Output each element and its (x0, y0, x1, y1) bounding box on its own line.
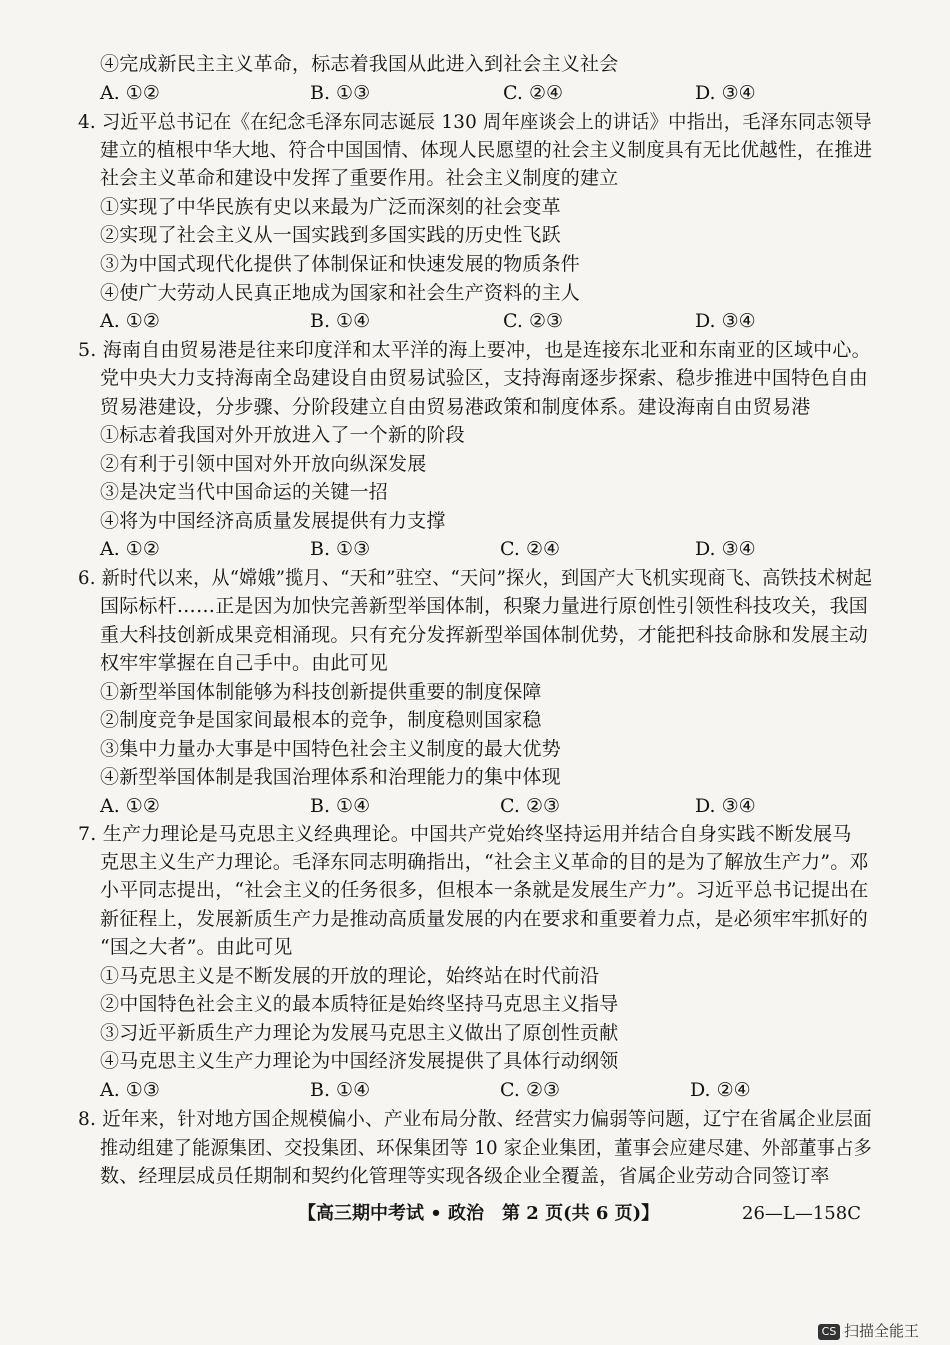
q4-option-d: D. ③④ (695, 310, 756, 332)
q6-item-1: ①新型举国体制能够为科技创新提供重要的制度保障 (100, 681, 542, 703)
q7-stem-line-5: “国之大者”。由此可见 (100, 936, 293, 958)
q6-stem-line-1: 6. 新时代以来，从“嫦娥”揽月、“天和”驻空、“天问”探火，到国产大飞机实现商飞、高铁技术树起 (78, 567, 873, 589)
q8-stem-line-3: 数、经理层成员任期制和契约化管理等实现各级企业全覆盖，省属企业劳动合同签订率 (100, 1165, 830, 1187)
q6-stem-line-2: 国际标杆……正是因为加快完善新型举国体制，积聚力量进行原创性引领性科技攻关，我国 (100, 595, 869, 617)
q7-option-c: C. ②③ (500, 1079, 561, 1101)
q5-item-3: ③是决定当代中国命运的关键一招 (100, 481, 389, 503)
q3-option-c: C. ②④ (503, 82, 564, 104)
paper-code: 26—L—158C (742, 1203, 861, 1224)
q4-option-c: C. ②③ (503, 310, 564, 332)
q7-item-2: ②中国特色社会主义的最本质特征是始终坚持马克思主义指导 (100, 993, 619, 1015)
scanner-watermark-text: 扫描全能王 (844, 1322, 920, 1340)
q4-stem-line-2: 建立的植根中华大地、符合中国国情、体现人民愿望的社会主义制度具有无比优越性，在推进 (100, 139, 873, 161)
q3-option-b: B. ①③ (310, 82, 371, 104)
q7-stem-line-1: 7. 生产力理论是马克思主义经典理论。中国共产党始终坚持运用并结合自身实践不断发展马 (78, 823, 852, 845)
q6-item-4: ④新型举国体制是我国治理体系和治理能力的集中体现 (100, 766, 561, 788)
q7-item-3: ③习近平新质生产力理论为发展马克思主义做出了原创性贡献 (100, 1022, 619, 1044)
q4-item-4: ④使广大劳动人民真正地成为国家和社会生产资料的主人 (100, 282, 581, 304)
q6-stem-line-4: 权牢牢掌握在自己手中。由此可见 (100, 652, 389, 674)
q6-option-b: B. ①④ (310, 795, 371, 817)
q4-item-3: ③为中国式现代化提供了体制保证和快速发展的物质条件 (100, 253, 581, 275)
q5-stem-line-1: 5. 海南自由贸易港是往来印度洋和太平洋的海上要冲，也是连接东北亚和东南亚的区域中心。 (78, 339, 871, 361)
q5-item-2: ②有利于引领中国对外开放向纵深发展 (100, 453, 427, 475)
q7-option-b: B. ①④ (310, 1079, 371, 1101)
q8-stem-line-2: 推动组建了能源集团、交投集团、环保集团等 10 家企业集团，董事会应建尽建、外部董事占多 (100, 1137, 873, 1159)
q4-item-2: ②实现了社会主义从一国实践到多国实践的历史性飞跃 (100, 224, 561, 246)
q6-option-d: D. ③④ (695, 795, 756, 817)
q5-stem-line-2: 党中央大力支持海南全岛建设自由贸易试验区，支持海南逐步探索、稳步推进中国特色自由 (100, 367, 869, 389)
q5-item-1: ①标志着我国对外开放进入了一个新的阶段 (100, 424, 465, 446)
q3-item-4: ④完成新民主主义革命，标志着我国从此进入到社会主义社会 (100, 53, 619, 75)
q7-stem-line-2: 克思主义生产力理论。毛泽东同志明确指出，“社会主义革命的目的是为了解放生产力”。邓 (100, 851, 869, 873)
q4-item-1: ①实现了中华民族有史以来最为广泛而深刻的社会变革 (100, 196, 561, 218)
page-footer-title: 【高三期中考试 • 政治 第 2 页(共 6 页)】 (298, 1203, 660, 1224)
q8-stem-line-1: 8. 近年来，针对地方国企规模偏小、产业布局分散、经营实力偏弱等问题，辽宁在省属企业层面 (78, 1108, 872, 1130)
q5-item-4: ④将为中国经济高质量发展提供有力支撑 (100, 510, 446, 532)
q5-option-a: A. ①② (100, 538, 160, 560)
q6-stem-line-3: 重大科技创新成果竞相涌现。只有充分发挥新型举国体制优势，才能把科技命脉和发展主动 (100, 624, 869, 646)
q3-option-d: D. ③④ (695, 82, 756, 104)
q6-item-3: ③集中力量办大事是中国特色社会主义制度的最大优势 (100, 738, 561, 760)
q6-option-c: C. ②③ (500, 795, 561, 817)
q7-option-d: D. ②④ (690, 1079, 751, 1101)
q6-item-2: ②制度竞争是国家间最根本的竞争，制度稳则国家稳 (100, 709, 542, 731)
q5-stem-line-3: 贸易港建设，分步骤、分阶段建立自由贸易港政策和制度体系。建设海南自由贸易港 (100, 396, 811, 418)
q7-option-a: A. ①③ (100, 1079, 160, 1101)
q5-option-c: C. ②④ (500, 538, 561, 560)
q7-stem-line-4: 新征程上，发展新质生产力是推动高质量发展的内在要求和重要着力点，是必须牢牢抓好的 (100, 908, 869, 930)
camscanner-logo-icon: CS (818, 1324, 840, 1340)
q7-item-1: ①马克思主义是不断发展的开放的理论，始终站在时代前沿 (100, 965, 600, 987)
q6-option-a: A. ①② (100, 795, 160, 817)
q4-option-b: B. ①④ (310, 310, 371, 332)
q4-stem-line-3: 社会主义革命和建设中发挥了重要作用。社会主义制度的建立 (100, 167, 619, 189)
q7-item-4: ④马克思主义生产力理论为中国经济发展提供了具体行动纲领 (100, 1050, 619, 1072)
q7-stem-line-3: 小平同志提出，“社会主义的任务很多，但根本一条就是发展生产力”。习近平总书记提出在 (100, 879, 869, 901)
scanner-watermark (818, 1320, 950, 1345)
q3-option-a: A. ①② (100, 82, 160, 104)
q5-option-d: D. ③④ (695, 538, 756, 560)
q5-option-b: B. ①③ (310, 538, 371, 560)
q4-stem-line-1: 4. 习近平总书记在《在纪念毛泽东同志诞辰 130 周年座谈会上的讲话》中指出，毛泽东同志领导 (78, 111, 872, 133)
q4-option-a: A. ①② (100, 310, 160, 332)
